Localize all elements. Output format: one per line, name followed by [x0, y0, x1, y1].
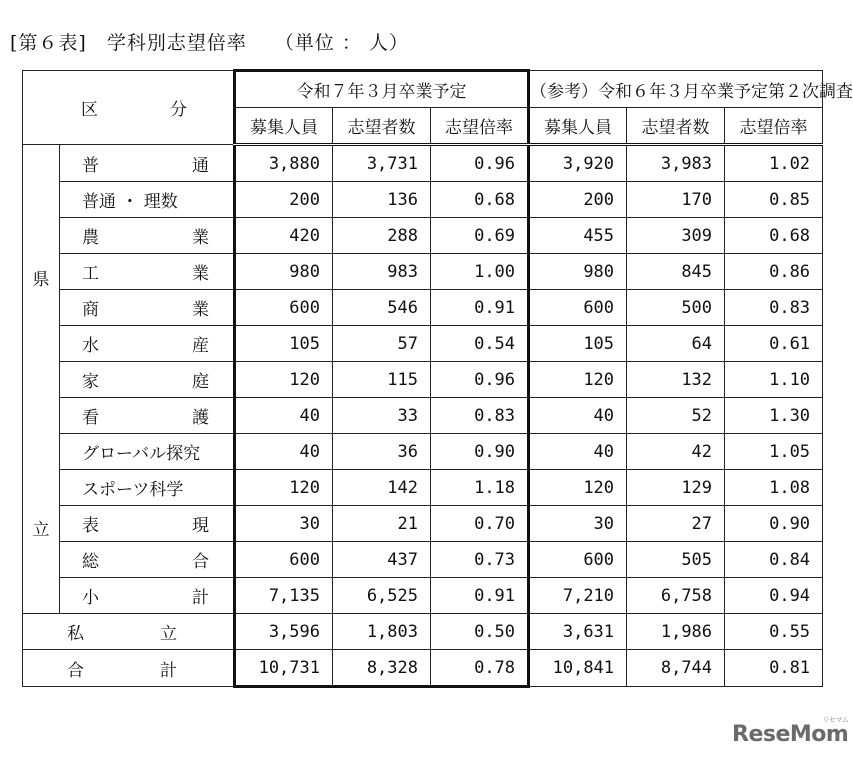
- row-label: [60, 326, 235, 362]
- data-cell: 0.90: [725, 506, 823, 542]
- row-label: [60, 506, 235, 542]
- data-cell: 10,731: [235, 650, 333, 687]
- data-cell: 142: [333, 470, 431, 506]
- data-cell: 1,986: [627, 614, 725, 650]
- row-label-right: 業: [192, 264, 209, 284]
- row-label-left: 農: [82, 228, 99, 248]
- data-cell: 7,210: [529, 578, 627, 614]
- data-cell: 420: [235, 218, 333, 254]
- data-cell: 0.68: [725, 218, 823, 254]
- data-cell: 1.00: [431, 254, 529, 290]
- column-header: 募集人員: [529, 108, 627, 145]
- current-year-header: 令和７年３月卒業予定: [235, 71, 529, 108]
- logo-subtext: リセマム: [822, 716, 849, 724]
- table-row: [23, 578, 823, 614]
- table-row: [23, 398, 823, 434]
- data-cell: 0.91: [431, 290, 529, 326]
- row-label-left: 小: [82, 588, 99, 608]
- data-cell: 33: [333, 398, 431, 434]
- total-row: [23, 650, 823, 687]
- data-cell: 27: [627, 506, 725, 542]
- data-cell: 10,841: [529, 650, 627, 687]
- data-cell: 3,920: [529, 145, 627, 182]
- data-cell: 3,596: [235, 614, 333, 650]
- data-cell: 120: [529, 362, 627, 398]
- table-row: [23, 506, 823, 542]
- data-cell: 105: [235, 326, 333, 362]
- row-label-left: 普: [82, 155, 99, 176]
- row-label: [23, 650, 235, 687]
- unit-text: （単位 ： 人）: [274, 32, 409, 54]
- data-cell: 7,135: [235, 578, 333, 614]
- data-cell: 1.10: [725, 362, 823, 398]
- data-cell: 0.68: [431, 182, 529, 218]
- data-cell: 3,731: [333, 145, 431, 182]
- row-label-right: 業: [192, 300, 209, 320]
- data-cell: 132: [627, 362, 725, 398]
- data-cell: 1.05: [725, 434, 823, 470]
- data-cell: 42: [627, 434, 725, 470]
- data-cell: 0.83: [725, 290, 823, 326]
- table-row: [23, 470, 823, 506]
- table-row: [23, 290, 823, 326]
- data-cell: 0.85: [725, 182, 823, 218]
- data-cell: 0.55: [725, 614, 823, 650]
- table-row: [23, 362, 823, 398]
- data-cell: 1.18: [431, 470, 529, 506]
- data-cell: 1.02: [725, 145, 823, 182]
- data-cell: 0.86: [725, 254, 823, 290]
- data-cell: 120: [529, 470, 627, 506]
- data-cell: 0.61: [725, 326, 823, 362]
- table-title: [10, 28, 409, 55]
- data-cell: 0.78: [431, 650, 529, 687]
- data-cell: 30: [529, 506, 627, 542]
- data-cell: 0.91: [431, 578, 529, 614]
- data-cell: 983: [333, 254, 431, 290]
- data-cell: 980: [529, 254, 627, 290]
- data-cell: 0.50: [431, 614, 529, 650]
- data-cell: 3,983: [627, 145, 725, 182]
- data-cell: 500: [627, 290, 725, 326]
- row-label-left: 家: [82, 372, 99, 392]
- data-cell: 3,631: [529, 614, 627, 650]
- row-label: [60, 218, 235, 254]
- row-label-left: 看: [82, 408, 99, 428]
- column-header: 志望倍率: [725, 108, 823, 145]
- data-cell: 0.73: [431, 542, 529, 578]
- row-label: グローバル探究: [60, 434, 235, 470]
- table-row: [23, 542, 823, 578]
- data-cell: 455: [529, 218, 627, 254]
- table-row: [23, 218, 823, 254]
- data-cell: 30: [235, 506, 333, 542]
- data-cell: 40: [235, 398, 333, 434]
- data-cell: 288: [333, 218, 431, 254]
- data-cell: 437: [333, 542, 431, 578]
- row-label-left: 私: [67, 624, 84, 644]
- data-cell: 1,803: [333, 614, 431, 650]
- data-cell: 105: [529, 326, 627, 362]
- data-cell: 546: [333, 290, 431, 326]
- row-label: [60, 398, 235, 434]
- row-label: [23, 614, 235, 650]
- data-cell: 0.96: [431, 145, 529, 182]
- row-label: [60, 578, 235, 614]
- data-cell: 115: [333, 362, 431, 398]
- row-label: [60, 290, 235, 326]
- data-cell: 36: [333, 434, 431, 470]
- data-cell: 600: [235, 290, 333, 326]
- data-cell: 40: [529, 398, 627, 434]
- row-label: スポーツ科学: [60, 470, 235, 506]
- row-label: [60, 362, 235, 398]
- row-label: [60, 145, 235, 182]
- row-label-left: 表: [82, 516, 99, 536]
- row-label-right: 護: [192, 408, 209, 428]
- pref-char-bottom: 立: [32, 520, 50, 540]
- table-row: [23, 434, 823, 470]
- data-cell: 3,880: [235, 145, 333, 182]
- table-row: [23, 182, 823, 218]
- row-label-right: 計: [192, 588, 209, 608]
- division-header: [23, 71, 235, 145]
- division-right: 分: [170, 100, 187, 120]
- data-cell: 52: [627, 398, 725, 434]
- row-label-right: 現: [192, 516, 209, 536]
- data-cell: 0.70: [431, 506, 529, 542]
- data-cell: 505: [627, 542, 725, 578]
- row-label: [60, 254, 235, 290]
- column-header: 募集人員: [235, 108, 333, 145]
- prefectural-label: [23, 145, 60, 614]
- row-label-right: 庭: [192, 372, 209, 392]
- data-cell: 64: [627, 326, 725, 362]
- data-cell: 980: [235, 254, 333, 290]
- column-header: 志望倍率: [431, 108, 529, 145]
- data-cell: 1.08: [725, 470, 823, 506]
- data-cell: 136: [333, 182, 431, 218]
- data-cell: 0.84: [725, 542, 823, 578]
- data-cell: 8,744: [627, 650, 725, 687]
- data-cell: 200: [235, 182, 333, 218]
- data-cell: 0.69: [431, 218, 529, 254]
- row-label-right: 合: [192, 552, 209, 572]
- data-cell: 845: [627, 254, 725, 290]
- division-left: 区: [81, 100, 98, 120]
- row-label-left: 水: [82, 336, 99, 356]
- data-cell: 0.96: [431, 362, 529, 398]
- data-cell: 600: [529, 290, 627, 326]
- data-cell: 8,328: [333, 650, 431, 687]
- data-cell: 40: [529, 434, 627, 470]
- pref-char-top: 県: [32, 270, 50, 290]
- data-cell: 0.83: [431, 398, 529, 434]
- data-cell: 21: [333, 506, 431, 542]
- data-cell: 600: [235, 542, 333, 578]
- data-cell: 40: [235, 434, 333, 470]
- row-label-left: 合: [67, 660, 84, 681]
- logo-text: ReseMom: [732, 722, 849, 747]
- data-cell: 57: [333, 326, 431, 362]
- title-text: [第６表] 学科別志望倍率: [10, 32, 247, 54]
- data-cell: 6,758: [627, 578, 725, 614]
- row-label-right: 計: [160, 660, 177, 681]
- data-cell: 0.81: [725, 650, 823, 687]
- column-header: 志望者数: [333, 108, 431, 145]
- data-cell: 6,525: [333, 578, 431, 614]
- data-cell: 0.94: [725, 578, 823, 614]
- row-label: [60, 542, 235, 578]
- data-cell: 120: [235, 470, 333, 506]
- data-cell: 200: [529, 182, 627, 218]
- application-ratio-table: [22, 69, 853, 688]
- row-label-left: 総: [82, 552, 99, 572]
- table-row: [23, 145, 823, 182]
- data-cell: 170: [627, 182, 725, 218]
- table-row: [23, 326, 823, 362]
- data-cell: 129: [627, 470, 725, 506]
- row-label-left: 工: [82, 264, 99, 284]
- data-cell: 0.90: [431, 434, 529, 470]
- data-cell: 0.54: [431, 326, 529, 362]
- reference-year-header: （参考）令和６年３月卒業予定第２次調査: [529, 71, 823, 108]
- row-label-right: 通: [192, 155, 209, 176]
- row-label-right: 産: [192, 336, 209, 356]
- data-cell: 309: [627, 218, 725, 254]
- private-row: [23, 614, 823, 650]
- table-row: [23, 254, 823, 290]
- row-label-left: 商: [82, 300, 99, 320]
- data-cell: 600: [529, 542, 627, 578]
- data-cell: 120: [235, 362, 333, 398]
- row-label-right: 立: [160, 624, 177, 644]
- resemom-logo: [732, 716, 849, 747]
- row-label-right: 業: [192, 228, 209, 248]
- column-header: 志望者数: [627, 108, 725, 145]
- data-cell: 1.30: [725, 398, 823, 434]
- row-label: 普通 ・ 理数: [60, 182, 235, 218]
